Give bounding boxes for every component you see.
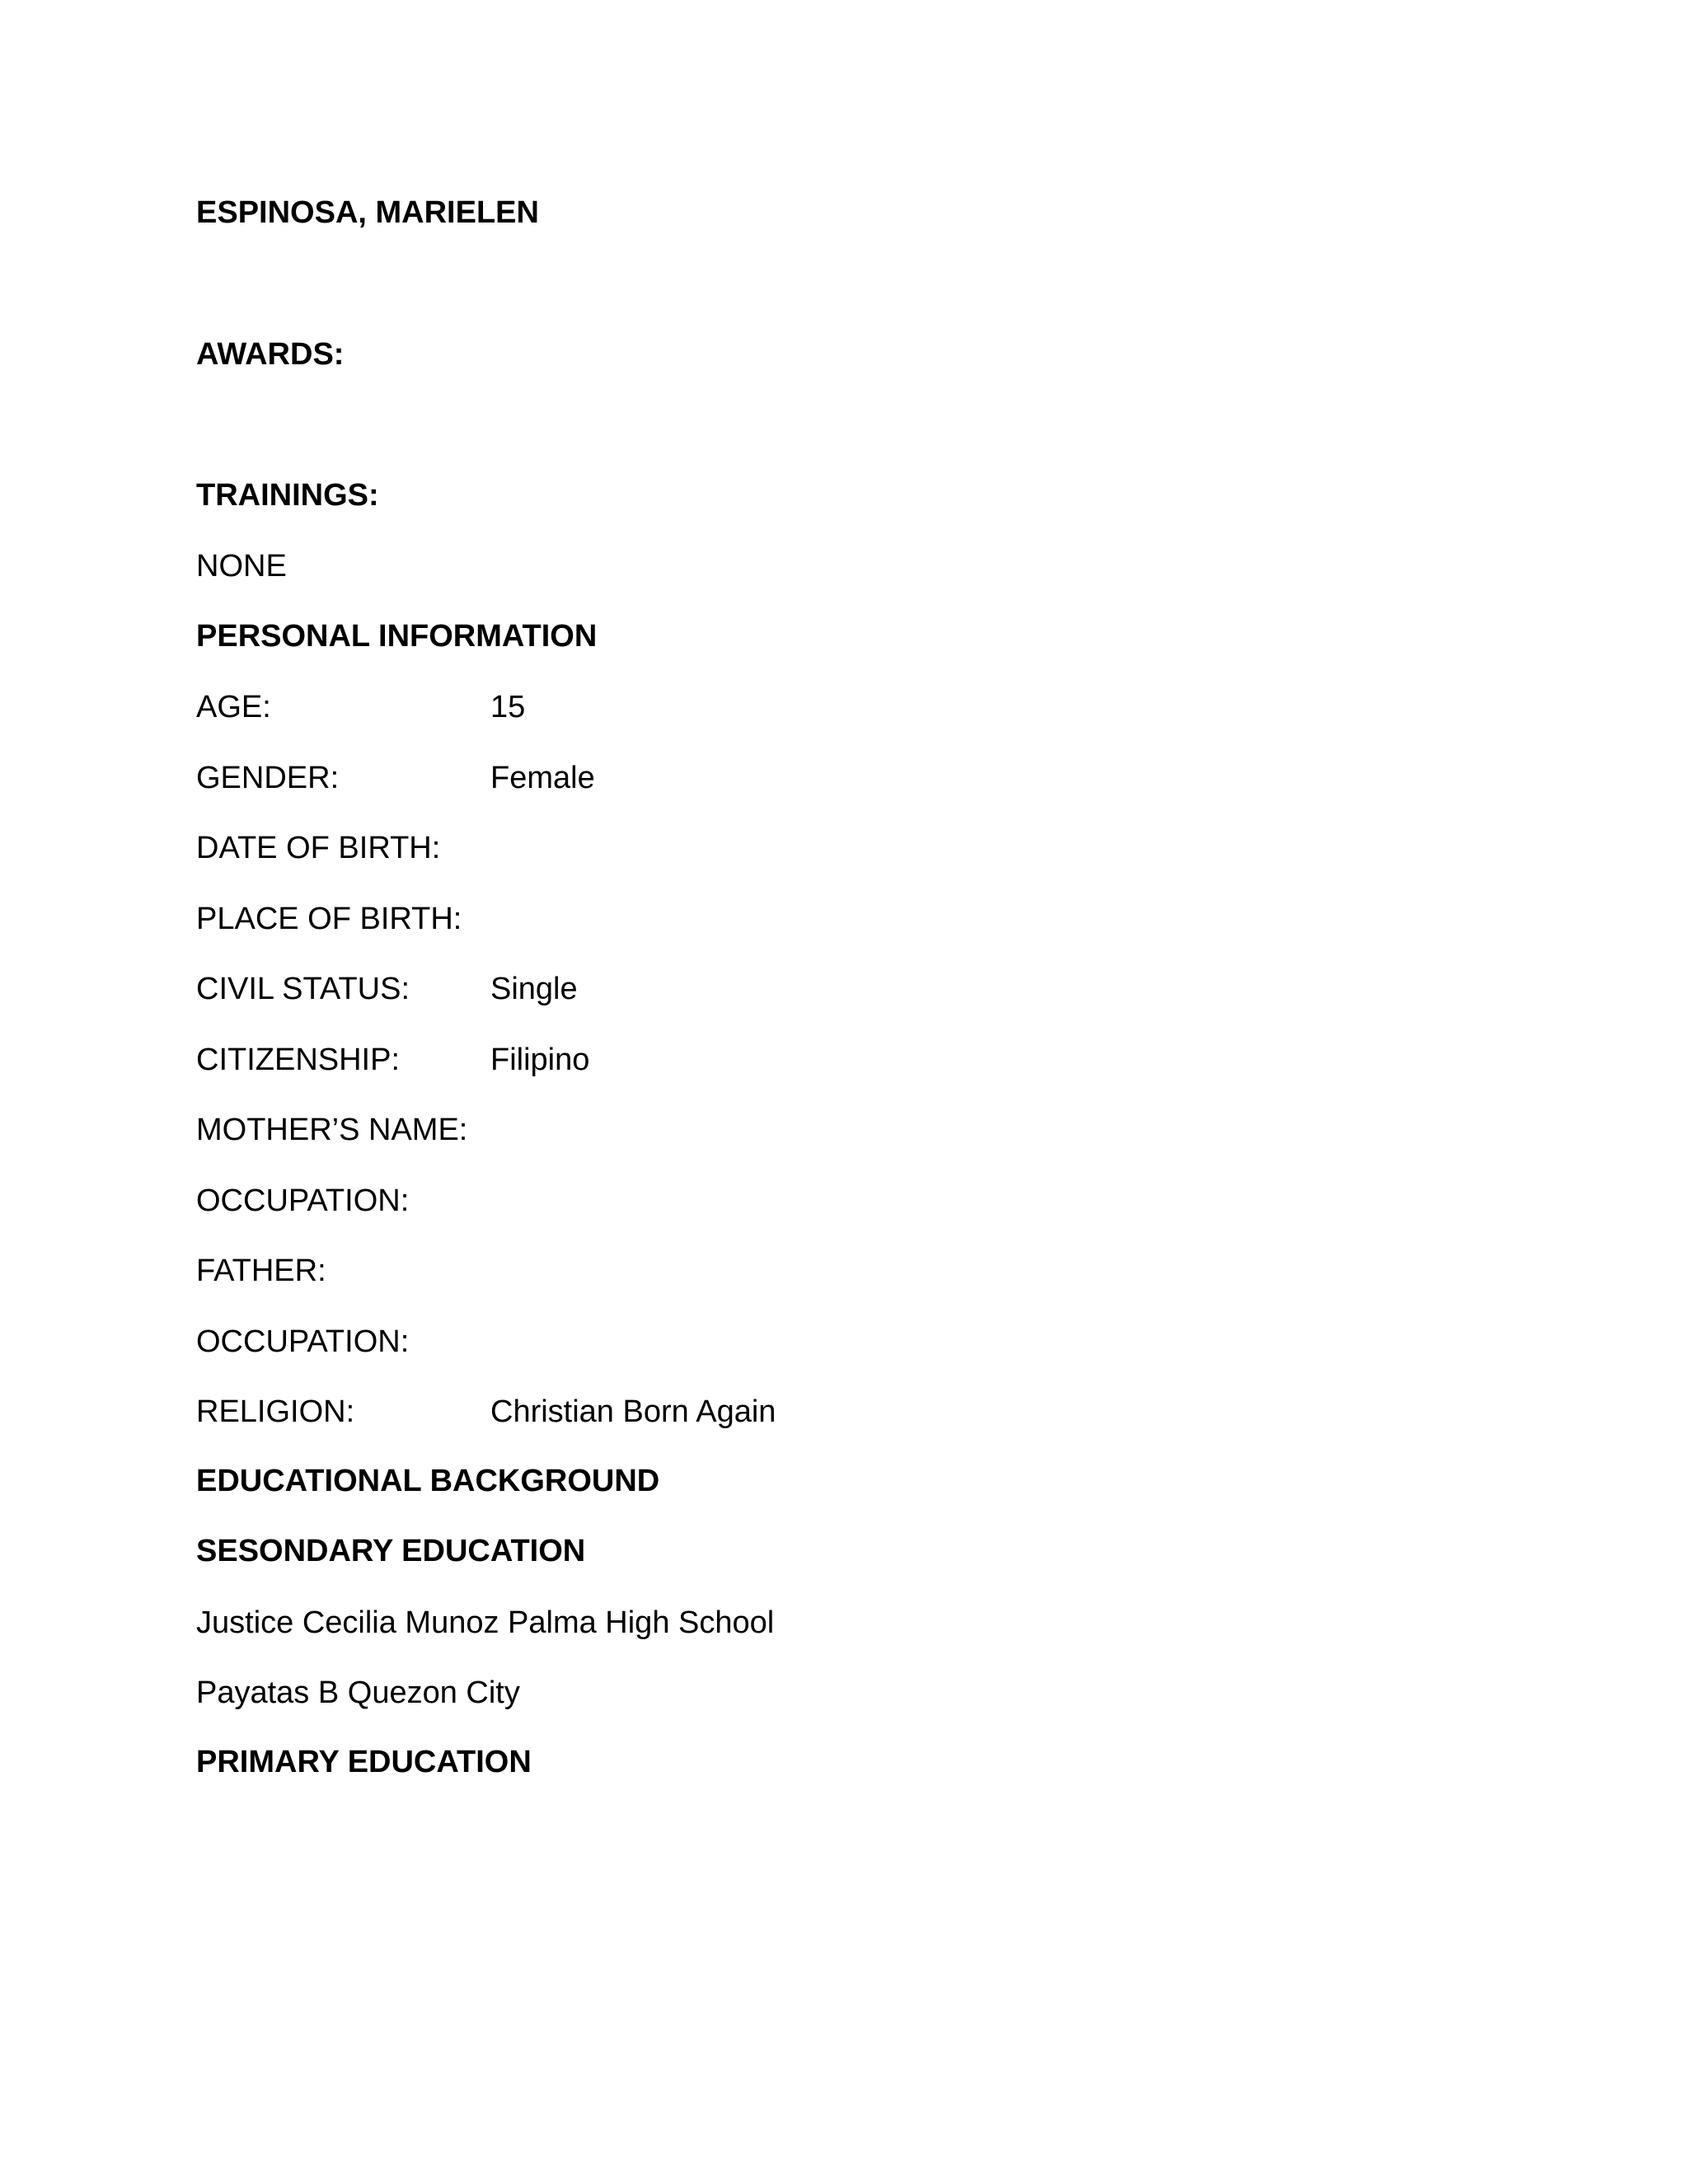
mother-occupation-label: OCCUPATION: — [196, 1183, 410, 1218]
age-value: 15 — [490, 690, 526, 724]
father-label: FATHER: — [196, 1254, 326, 1288]
trainings-heading: TRAININGS: — [196, 478, 379, 513]
citizenship-value: Filipino — [490, 1043, 590, 1077]
date-of-birth-label: DATE OF BIRTH: — [196, 831, 441, 865]
awards-heading: AWARDS: — [196, 337, 345, 372]
civil-status-label: CIVIL STATUS: — [196, 972, 410, 1006]
mothers-name-label: MOTHER’S NAME: — [196, 1113, 468, 1147]
religion-value: Christian Born Again — [490, 1394, 776, 1429]
civil-status-value: Single — [490, 972, 578, 1006]
applicant-name: ESPINOSA, MARIELEN — [196, 195, 539, 230]
secondary-school-name: Justice Cecilia Munoz Palma High School — [196, 1605, 775, 1640]
gender-label: GENDER: — [196, 761, 340, 795]
personal-information-heading: PERSONAL INFORMATION — [196, 619, 598, 654]
father-occupation-label: OCCUPATION: — [196, 1324, 410, 1359]
secondary-education-heading: SESONDARY EDUCATION — [196, 1534, 586, 1568]
citizenship-label: CITIZENSHIP: — [196, 1043, 401, 1077]
secondary-school-address: Payatas B Quezon City — [196, 1675, 520, 1710]
educational-background-heading: EDUCATIONAL BACKGROUND — [196, 1464, 660, 1498]
gender-value: Female — [490, 761, 595, 795]
primary-education-heading: PRIMARY EDUCATION — [196, 1745, 532, 1779]
age-label: AGE: — [196, 690, 271, 724]
religion-label: RELIGION: — [196, 1394, 355, 1429]
place-of-birth-label: PLACE OF BIRTH: — [196, 902, 462, 936]
trainings-value: NONE — [196, 549, 287, 583]
